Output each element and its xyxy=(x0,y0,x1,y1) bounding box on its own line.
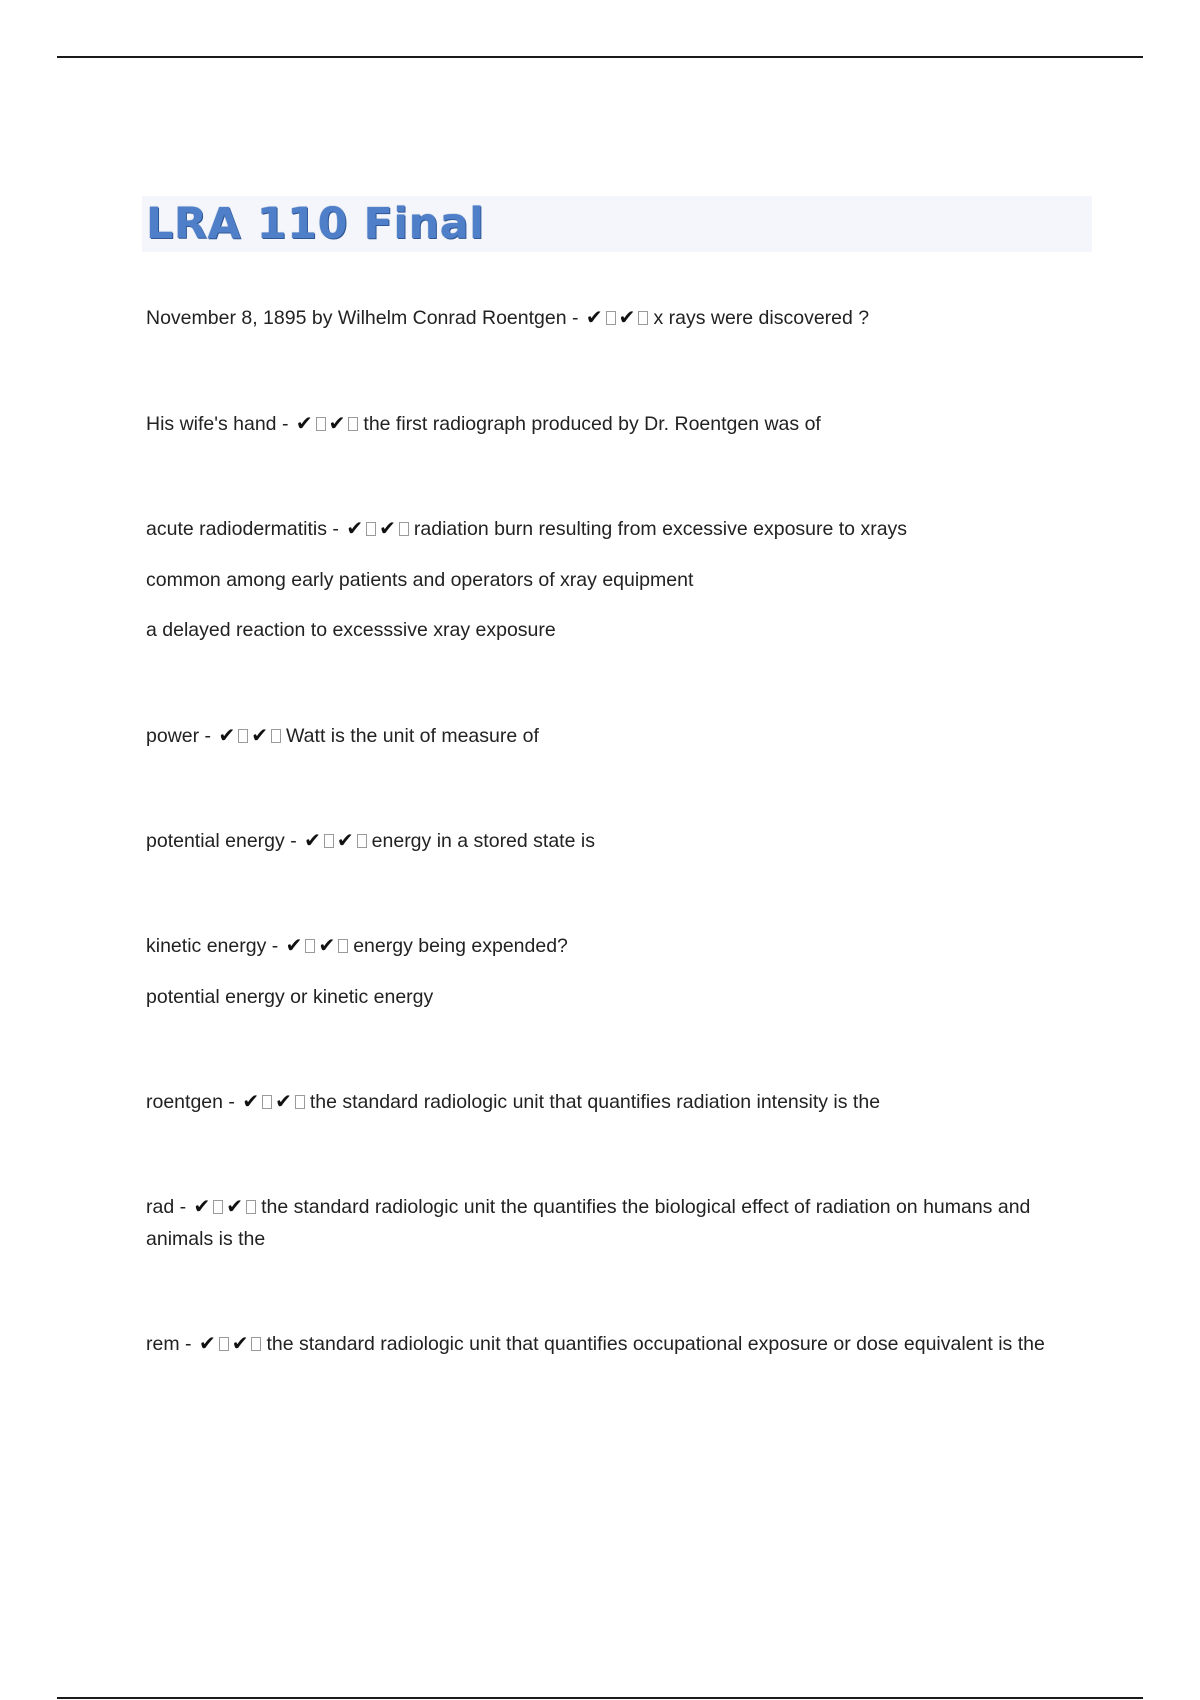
answer-marker xyxy=(194,1190,260,1223)
entry-term: rem xyxy=(146,1333,180,1355)
entry-line xyxy=(146,1085,1096,1118)
empty-square-icon xyxy=(316,417,326,431)
empty-square-icon xyxy=(219,1337,229,1351)
entry-definition: the standard radiologic unit that quantifies radiation intensity is the xyxy=(309,1091,881,1113)
qa-entry xyxy=(146,512,1096,646)
check-icon: ✔ xyxy=(193,1194,211,1218)
answer-marker xyxy=(199,1327,265,1360)
empty-square-icon xyxy=(638,311,648,325)
check-icon: ✔ xyxy=(242,1089,260,1113)
entry-term: His wife's hand xyxy=(146,413,277,435)
answer-marker xyxy=(304,824,370,857)
document-title: LRA 110 Final xyxy=(146,199,485,249)
entry-separator: - xyxy=(222,1091,241,1113)
entry-continuation: a delayed reaction to excesssive xray exposure xyxy=(146,619,556,641)
entry-continuation: common among early patients and operators of xray equipment xyxy=(146,569,694,591)
entry-definition: Watt is the unit of measure of xyxy=(286,725,539,747)
entry-definition: energy in a stored state is xyxy=(371,830,595,852)
qa-entry xyxy=(146,824,1096,857)
check-icon: ✔ xyxy=(231,1331,249,1355)
empty-square-icon xyxy=(305,939,315,953)
entry-line xyxy=(146,1190,1096,1255)
entry-definition: the standard radiologic unit the quantifies the biological effect of radiation on humans and animals is the xyxy=(146,1196,1031,1250)
check-icon: ✔ xyxy=(295,411,313,435)
answer-marker xyxy=(218,719,284,752)
entry-definition: the standard radiologic unit that quantifies occupational exposure or dose equivalent is the xyxy=(266,1333,1045,1355)
empty-square-icon xyxy=(357,834,367,848)
check-icon: ✔ xyxy=(379,516,396,540)
check-icon: ✔ xyxy=(251,723,268,747)
empty-square-icon xyxy=(238,729,248,743)
answer-marker xyxy=(242,1085,308,1118)
entry-definition: x rays were discovered ? xyxy=(653,307,870,329)
empty-square-icon xyxy=(262,1095,272,1109)
empty-square-icon xyxy=(271,729,281,743)
qa-entry xyxy=(146,929,1096,1013)
entry-definition: energy being expended? xyxy=(353,935,568,957)
entry-separator: - xyxy=(199,725,217,747)
title-band xyxy=(142,196,1092,252)
check-icon: ✔ xyxy=(226,1194,244,1218)
footer-rule xyxy=(57,1697,1143,1699)
check-icon: ✔ xyxy=(198,1331,216,1355)
entry-separator: - xyxy=(179,1333,197,1355)
empty-square-icon xyxy=(246,1200,256,1214)
entry-continuation: potential energy or kinetic energy xyxy=(146,986,434,1008)
entry-separator: - xyxy=(266,935,284,957)
empty-square-icon xyxy=(399,522,409,536)
answer-marker xyxy=(586,301,652,334)
entry-separator: - xyxy=(327,518,345,540)
entry-line xyxy=(146,407,1096,440)
check-icon: ✔ xyxy=(318,933,336,957)
header-rule xyxy=(57,56,1143,58)
entry-separator: - xyxy=(174,1196,192,1218)
entry-term: kinetic energy xyxy=(146,935,267,957)
check-icon: ✔ xyxy=(304,828,321,852)
check-icon: ✔ xyxy=(285,933,303,957)
entry-separator: - xyxy=(566,307,584,329)
empty-square-icon xyxy=(295,1095,305,1109)
entry-term: potential energy xyxy=(146,830,285,852)
qa-entry xyxy=(146,407,1096,440)
empty-square-icon xyxy=(348,417,358,431)
check-icon: ✔ xyxy=(346,516,364,540)
check-icon: ✔ xyxy=(218,723,236,747)
answer-marker xyxy=(346,512,412,545)
entry-line xyxy=(146,301,1096,334)
entry-separator: - xyxy=(284,830,303,852)
entry-definition: the first radiograph produced by Dr. Roentgen was of xyxy=(363,413,821,435)
qa-entry xyxy=(146,1327,1096,1360)
entry-term: roentgen xyxy=(146,1091,223,1113)
answer-marker xyxy=(296,407,362,440)
check-icon: ✔ xyxy=(336,828,354,852)
entry-line xyxy=(146,824,1096,857)
entry-term: acute radiodermatitis xyxy=(146,518,328,540)
qa-entry xyxy=(146,1085,1096,1118)
empty-square-icon xyxy=(338,939,348,953)
entry-line xyxy=(146,929,1096,962)
entry-separator: - xyxy=(276,413,294,435)
entry-term: power xyxy=(146,725,200,747)
qa-entry xyxy=(146,1190,1096,1255)
entry-term: November 8, 1895 by Wilhelm Conrad Roentgen xyxy=(146,307,567,329)
check-icon: ✔ xyxy=(585,305,603,329)
entry-definition: radiation burn resulting from excessive exposure to xrays xyxy=(413,518,908,540)
answer-marker xyxy=(286,929,352,962)
check-icon: ✔ xyxy=(618,305,636,329)
qa-entry xyxy=(146,301,1096,334)
qa-entry xyxy=(146,719,1096,752)
check-icon: ✔ xyxy=(275,1089,292,1113)
empty-square-icon xyxy=(606,311,616,325)
empty-square-icon xyxy=(213,1200,223,1214)
entry-term: rad xyxy=(146,1196,175,1218)
empty-square-icon xyxy=(366,522,376,536)
entry-line xyxy=(146,719,1096,752)
empty-square-icon xyxy=(251,1337,261,1351)
entry-line xyxy=(146,1327,1096,1360)
entry-line xyxy=(146,512,1096,545)
check-icon: ✔ xyxy=(328,411,346,435)
empty-square-icon xyxy=(324,834,334,848)
